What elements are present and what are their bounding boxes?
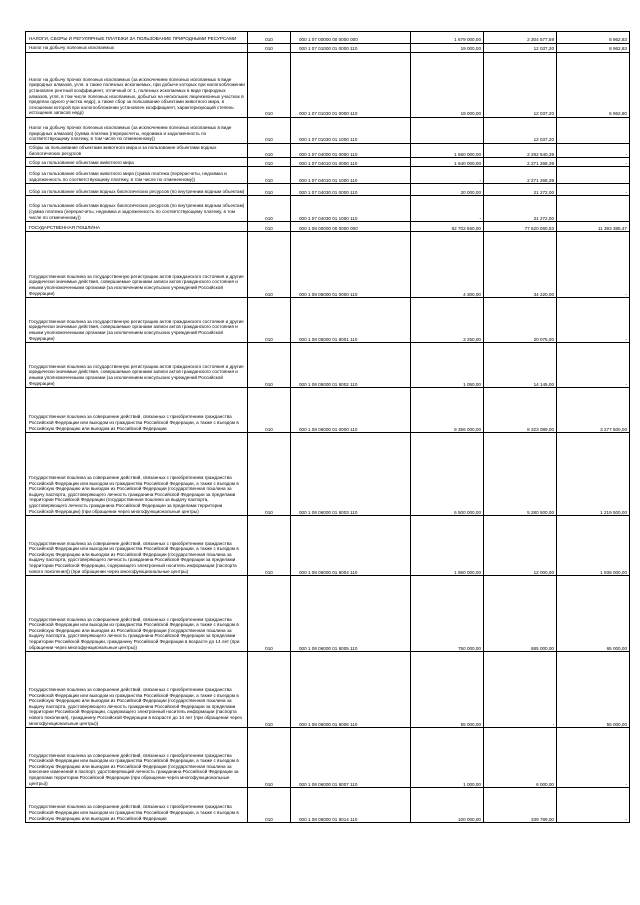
table-row — [26, 728, 630, 788]
row-unexecuted-amount: - — [557, 343, 630, 388]
row-kbk: 000 1 08 06000 01 8014 110 — [291, 788, 411, 823]
row-unexecuted-amount: 65 000,00 — [557, 576, 630, 652]
table-row — [26, 232, 630, 298]
row-approved-amount: 1 640 000,00 — [411, 158, 484, 167]
row-unexecuted-amount: - — [557, 144, 630, 158]
row-name: Государственная пошлина за совершение действий, связанных с приобретением гражданства Российской Федерации или выходом из гражданства Российской Федерации, а также с въездом в Российскую Федерацию или выездом из Российской Федерации — [26, 788, 248, 823]
row-name: Государственная пошлина за государственную регистрацию актов гражданского состояния и другие юридически значимые действия, совершаемые органами записи актов гражданского состояния и иными уполномоченными органами (за исключением консульских учреждений Российской Федерации) — [26, 343, 248, 388]
row-kbk: 000 1 08 05000 01 8002 110 — [291, 343, 411, 388]
table-row — [26, 576, 630, 652]
row-line-code: 010 — [248, 576, 291, 652]
row-executed-amount: 21 272,00 — [484, 184, 557, 196]
table-row — [26, 388, 630, 433]
row-kbk: 000 1 07 04030 01 0000 110 — [291, 184, 411, 196]
row-line-code: 010 — [248, 53, 291, 118]
table-row — [26, 53, 630, 118]
row-name: НАЛОГИ, СБОРЫ И РЕГУЛЯРНЫЕ ПЛАТЕЖИ ЗА ПОЛЬЗОВАНИЕ ПРИРОДНЫМИ РЕСУРСАМИ — [26, 32, 248, 44]
row-executed-amount: 8 323 089,00 — [484, 388, 557, 433]
row-approved-amount: 1 000,00 — [411, 728, 484, 788]
row-kbk: 000 1 07 01030 01 0000 110 — [291, 53, 411, 118]
row-kbk: 000 1 08 06000 01 8003 110 — [291, 433, 411, 516]
row-line-code: 010 — [248, 433, 291, 516]
revenue-table — [25, 31, 630, 823]
row-line-code: 010 — [248, 232, 291, 298]
row-executed-amount: - — [484, 652, 557, 728]
table-row — [26, 652, 630, 728]
row-line-code: 010 — [248, 222, 291, 232]
row-name: Государственная пошлина за государственную регистрацию актов гражданского состояния и другие юридически значимые действия, совершаемые органами записи актов гражданского состояния и иными уполномоченными органами (за исключением консульских учреждений Российской Федерации) — [26, 298, 248, 343]
row-executed-amount: 77 620 080,53 — [484, 222, 557, 232]
row-unexecuted-amount: - — [557, 184, 630, 196]
row-unexecuted-amount — [557, 167, 630, 184]
row-unexecuted-amount: 55 000,00 — [557, 652, 630, 728]
row-executed-amount: 12 037,20 — [484, 53, 557, 118]
row-line-code: 010 — [248, 388, 291, 433]
row-approved-amount: 1 950 000,00 — [411, 516, 484, 576]
row-approved-amount: 62 702 650,00 — [411, 222, 484, 232]
row-executed-amount: 685 000,00 — [484, 576, 557, 652]
row-approved-amount: 6 500 000,00 — [411, 433, 484, 516]
table-row — [26, 167, 630, 184]
row-line-code: 010 — [248, 516, 291, 576]
row-kbk: 000 1 08 06000 01 8006 110 — [291, 652, 411, 728]
row-approved-amount: 1 050,00 — [411, 343, 484, 388]
row-executed-amount: 14 145,00 — [484, 343, 557, 388]
table-row — [26, 222, 630, 232]
row-approved-amount: - — [411, 167, 484, 184]
row-executed-amount: 2 304 577,59 — [484, 32, 557, 44]
table-row — [26, 44, 630, 53]
row-name: Государственная пошлина за совершение действий, связанных с приобретением гражданства Российской Федерации или выходом из гражданства Российской Федерации, а также с въездом в Российскую Федерацию или выездом из Российской Федерации (государственная пошлина за выдачу паспорта, удостоверяющего личность гражданина Российской Федерации за пределами территории Российской Федерации, содержащего электронный носитель информации (паспорта нового поколения)) (при обращении через многофункциональные центры) — [26, 516, 248, 576]
row-unexecuted-amount: 8 962,83 — [557, 44, 630, 53]
row-executed-amount: 5 280 500,00 — [484, 433, 557, 516]
row-unexecuted-amount: 1 219 500,00 — [557, 433, 630, 516]
table-row — [26, 118, 630, 144]
row-unexecuted-amount: - — [557, 158, 630, 167]
row-approved-amount: 9 356 000,00 — [411, 388, 484, 433]
row-line-code: 010 — [248, 118, 291, 144]
table-row — [26, 516, 630, 576]
row-line-code: 010 — [248, 652, 291, 728]
row-kbk: 000 1 07 01030 01 1000 110 — [291, 118, 411, 144]
table-row — [26, 433, 630, 516]
row-approved-amount: 19 000,00 — [411, 44, 484, 53]
row-unexecuted-amount: 3 277 500,00 — [557, 388, 630, 433]
row-unexecuted-amount — [557, 196, 630, 222]
row-line-code: 010 — [248, 32, 291, 44]
row-executed-amount: 21 272,00 — [484, 196, 557, 222]
row-approved-amount — [411, 118, 484, 144]
row-name: Сбор за пользование объектами водных биологических ресурсов (по внутренним водным объектам) — [26, 184, 248, 196]
row-name: Государственная пошлина за совершение действий, связанных с приобретением гражданства Российской Федерации или выходом из гражданства Российской Федерации, а также с въездом в Российскую Федерацию или выездом из Российской Федерации (государственная пошлина за выдачу паспорта, удостоверяющего личность гражданина Российской Федерации за пределами территории Российской Федерации, содержащего электронный носитель информации (паспорта нового поколения), гражданину Российской Федерации в возрасте до 14 лет (при обращении через многофункциональные центры)) — [26, 652, 248, 728]
table-row — [26, 298, 630, 343]
row-executed-amount: 6 000,00 — [484, 728, 557, 788]
row-name: ГОСУДАРСТВЕННАЯ ПОШЛИНА — [26, 222, 248, 232]
row-name: Сбор за пользование объектами водных биологических ресурсов (по внутренним водным объектам) (сумма платежа (перерасчеты, недоимка и задолженность по соответствующему платежу, в том числе по отмененному)) — [26, 196, 248, 222]
row-executed-amount: 2 292 540,39 — [484, 144, 557, 158]
row-name: Сбор за пользование объектами животного мира (сумма платежа (перерасчеты, недоимка и задолженность по соответствующему платежу, в том числе по отмененному)) — [26, 167, 248, 184]
table-row — [26, 788, 630, 823]
row-kbk: 000 1 07 00000 00 0000 000 — [291, 32, 411, 44]
row-line-code: 010 — [248, 184, 291, 196]
row-name: Налог на добычу полезных ископаемых — [26, 44, 248, 53]
table-row — [26, 343, 630, 388]
row-approved-amount: 1 660 000,00 — [411, 144, 484, 158]
row-unexecuted-amount: - — [557, 788, 630, 823]
row-name: Государственная пошлина за совершение действий, связанных с приобретением гражданства Российской Федерации или выходом из гражданства Российской Федерации, а также с въездом в Российскую Федерацию или выездом из Российской Федерации — [26, 388, 248, 433]
row-kbk: 000 1 07 04010 01 0000 110 — [291, 158, 411, 167]
row-kbk: 000 1 08 06000 01 0000 110 — [291, 388, 411, 433]
row-executed-amount: 2 271 268,39 — [484, 158, 557, 167]
row-executed-amount: 34 220,00 — [484, 232, 557, 298]
row-executed-amount: 12 037,20 — [484, 118, 557, 144]
row-kbk: 000 1 07 01000 01 0000 110 — [291, 44, 411, 53]
row-approved-amount: 3 250,00 — [411, 298, 484, 343]
row-kbk: 000 1 08 06000 01 8007 110 — [291, 728, 411, 788]
row-approved-amount: 100 000,00 — [411, 788, 484, 823]
table-row — [26, 184, 630, 196]
row-kbk: 000 1 07 04030 01 1000 110 — [291, 196, 411, 222]
row-approved-amount: 4 300,00 — [411, 232, 484, 298]
row-kbk: 000 1 08 06000 01 8005 110 — [291, 576, 411, 652]
table-row — [26, 32, 630, 44]
row-unexecuted-amount: 8 962,83 — [557, 32, 630, 44]
row-name: Налог на добычу прочих полезных ископаемых (за исключением полезных ископаемых в виде природных алмазов, угля, а также полезных ископаемых, при добыче которых при налогообложении установлен рентный коэффициент, отличный от 1, полезных ископаемых в виде природных алмазов, угля, в том числе полезных ископаемых, добытых на нескольких лицензионных участках в пределах одного участка недр), а также сбор за пользование объектами животного мира, в отношении которой при налогообложении установлен коэффициент, характеризующий степень истощения запасов недр) — [26, 53, 248, 118]
row-line-code: 010 — [248, 144, 291, 158]
row-kbk: 000 1 08 00000 00 0000 000 — [291, 222, 411, 232]
table-row — [26, 158, 630, 167]
row-line-code: 010 — [248, 343, 291, 388]
row-unexecuted-amount: - — [557, 728, 630, 788]
row-line-code: 010 — [248, 196, 291, 222]
row-approved-amount: 19 000,00 — [411, 53, 484, 118]
row-approved-amount: 1 679 000,00 — [411, 32, 484, 44]
row-unexecuted-amount: - — [557, 232, 630, 298]
row-kbk: 000 1 07 04000 01 0000 110 — [291, 144, 411, 158]
row-unexecuted-amount: - — [557, 298, 630, 343]
row-executed-amount: 12 000,00 — [484, 516, 557, 576]
report-sheet — [25, 31, 629, 823]
table-row — [26, 196, 630, 222]
row-unexecuted-amount: 6 962,80 — [557, 53, 630, 118]
row-line-code: 010 — [248, 158, 291, 167]
row-kbk: 000 1 07 04010 01 1000 110 — [291, 167, 411, 184]
row-line-code: 010 — [248, 44, 291, 53]
row-name: Налог на добычу прочих полезных ископаемых (за исключением полезных ископаемых в виде природных алмазов) (сумма платежа (перерасчеты, недоимка и задолженность по соответствующему платежу, в том числе по отмененному)) — [26, 118, 248, 144]
row-line-code: 010 — [248, 788, 291, 823]
row-line-code: 010 — [248, 167, 291, 184]
row-approved-amount: 20 000,00 — [411, 184, 484, 196]
row-line-code: 010 — [248, 728, 291, 788]
row-line-code: 010 — [248, 298, 291, 343]
row-name: Государственная пошлина за государственную регистрацию актов гражданского состояния и другие юридически значимые действия, совершаемые органами записи актов гражданского состояния и иными уполномоченными органами (за исключением консульских учреждений Российской Федерации) — [26, 232, 248, 298]
row-kbk: 000 1 08 06000 01 8004 110 — [291, 516, 411, 576]
row-name: Сбор за пользование объектами животного мира — [26, 158, 248, 167]
row-name: Государственная пошлина за совершение действий, связанных с приобретением гражданства Российской Федерации или выходом из гражданства Российской Федерации, а также с въездом в Российскую Федерацию или выездом из Российской Федерации (государственная пошлина за выдачу паспорта, удостоверяющего личность гражданина Российской Федерации за пределами территории Российской Федерации (государственная пошлина за выдачу паспорта, удостоверяющего личность гражданина Российской Федерации за пределами территории Российской Федерации) (при обращении через многофункциональные центры) — [26, 433, 248, 516]
row-unexecuted-amount: 1 938 000,00 — [557, 516, 630, 576]
row-kbk: 000 1 08 05000 01 8001 110 — [291, 298, 411, 343]
row-unexecuted-amount: 11 393 385,47 — [557, 222, 630, 232]
row-name: Сборы за пользование объектами животного мира и за пользование объектами водных биологических ресурсов — [26, 144, 248, 158]
row-executed-amount: 12 037,20 — [484, 44, 557, 53]
row-name: Государственная пошлина за совершение действий, связанных с приобретением гражданства Российской Федерации или выходом из гражданства Российской Федерации, а также с въездом в Российскую Федерацию или выездом из Российской Федерации (государственная пошлина за выдачу паспорта, удостоверяющего личность гражданина Российской Федерации за пределами территории Российской Федерации, гражданину Российской Федерации в возрасте до 14 лет (при обращении через многофункциональные центры)) — [26, 576, 248, 652]
table-row — [26, 144, 630, 158]
row-kbk: 000 1 08 05000 01 0000 110 — [291, 232, 411, 298]
row-executed-amount: 2 271 268,39 — [484, 167, 557, 184]
row-unexecuted-amount — [557, 118, 630, 144]
row-approved-amount: - — [411, 196, 484, 222]
row-executed-amount: 339 789,00 — [484, 788, 557, 823]
row-approved-amount: 750 000,00 — [411, 576, 484, 652]
row-name: Государственная пошлина за совершение действий, связанных с приобретением гражданства Российской Федерации или выходом из гражданства Российской Федерации, а также с въездом в Российскую Федерацию или выездом из Российской Федерации (государственная пошлина за внесение изменений в паспорт, удостоверяющий личность гражданина Российской Федерации за пределами территории Российской Федерации (при обращении через многофункциональные центры)) — [26, 728, 248, 788]
row-approved-amount: 55 000,00 — [411, 652, 484, 728]
row-executed-amount: 20 075,00 — [484, 298, 557, 343]
